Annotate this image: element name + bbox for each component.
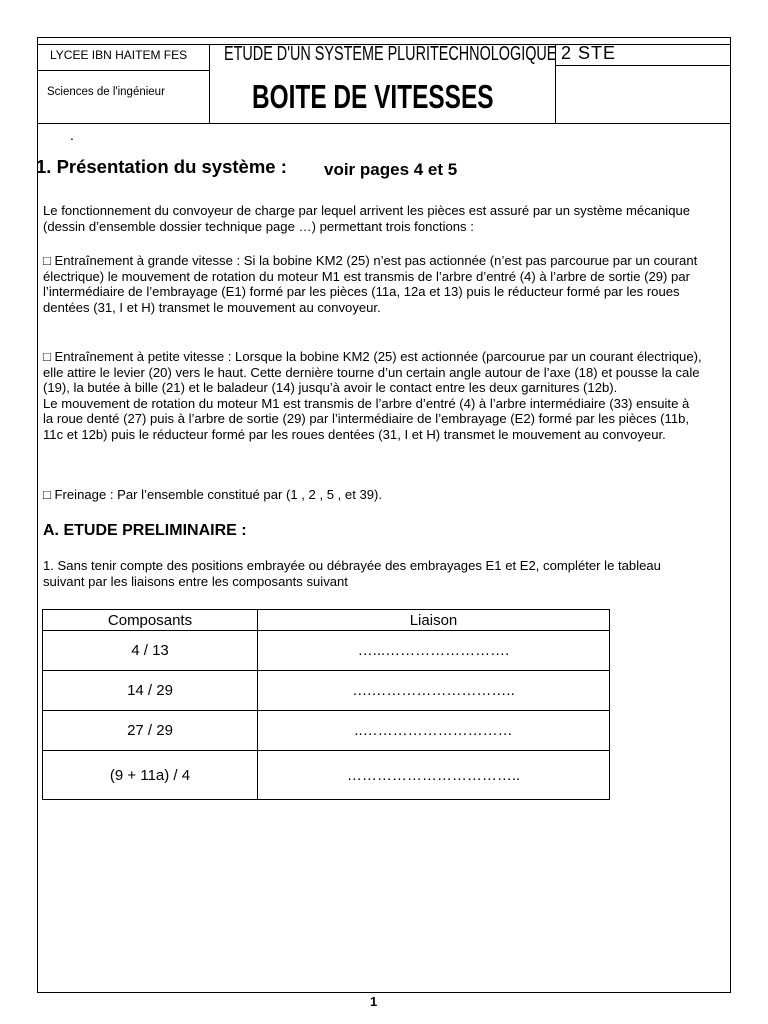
section-1-ref: voir pages 4 et 5 bbox=[324, 160, 458, 179]
header-divider-1 bbox=[209, 44, 210, 124]
table-row bbox=[43, 711, 610, 751]
table-header-row bbox=[43, 610, 610, 631]
composant-cell: (9 + 11a) / 4 bbox=[43, 751, 258, 800]
composant-cell: 4 / 13 bbox=[43, 631, 258, 671]
grande-vitesse-paragraph bbox=[43, 253, 703, 315]
intro-paragraph bbox=[43, 203, 703, 234]
header-liaison: Liaison bbox=[258, 610, 610, 631]
class-label: 2 STE bbox=[561, 43, 617, 63]
freinage-text: □ Freinage : Par l’ensemble constitué par (1 , 2 , 5 , et 39). bbox=[43, 487, 383, 502]
study-title: ETUDE D'UN SYSTEME PLURITECHNOLOGIQUE bbox=[224, 43, 557, 65]
liaison-table bbox=[42, 609, 610, 800]
petite-vitesse-text: □ Entraînement à petite vitesse : Lorsque la bobine KM2 (25) est actionnée (parcourue par un courant électrique), elle attire le levier (20) vers le haut. Cette dernière tourne d’un certain angle autour de l’axe (18) et pousse la cale (19), la butée à bille (21) et le baladeur (14) jusqu’à avoir le contact entre les deux garnitures (12b). bbox=[43, 349, 702, 396]
subject-label: Sciences de l'ingénieur bbox=[47, 86, 165, 98]
table-row bbox=[43, 631, 610, 671]
grande-vitesse-text: □ Entraînement à grande vitesse : Si la bobine KM2 (25) n’est pas actionnée (n’est pas parcourue par un courant électrique) le mouvement de rotation du moteur M1 est transmis de l’arbre d’entré (4) à l’arbre de sortie (29) par l’intermédiaire de l’embrayage (E1) formé par les pièces (11a, 12a et 13) puis le réducteur formé par les roues dentées (31, I et H) transmet le mouvement au convoyeur. bbox=[43, 253, 698, 315]
liaison-answer-field[interactable]: …………………………….. bbox=[258, 751, 610, 800]
question-paragraph bbox=[43, 558, 703, 589]
main-title: BOITE DE VITESSES bbox=[252, 78, 494, 115]
table-row bbox=[43, 671, 610, 711]
section-1-title: 1. Présentation du système : bbox=[36, 156, 287, 177]
question-text: 1. Sans tenir compte des positions embrayée ou débrayée des embrayages E1 et E2, compléter le tableau suivant par les liaisons entre les composants suivant bbox=[43, 558, 661, 589]
page-frame bbox=[37, 37, 731, 993]
page-number: 1 bbox=[370, 994, 378, 1009]
header-composants: Composants bbox=[43, 610, 258, 631]
liaison-answer-field[interactable]: ….……………………….. bbox=[258, 671, 610, 711]
section-a-title: A. ETUDE PRELIMINAIRE : bbox=[43, 522, 247, 539]
freinage-paragraph bbox=[43, 487, 703, 503]
school-name: LYCEE IBN HAITEM FES bbox=[50, 48, 188, 62]
table-row bbox=[43, 751, 610, 800]
petite-vitesse-suite-text: Le mouvement de rotation du moteur M1 est transmis de l’arbre d’entré (4) à l’arbre intermédiaire (33) ensuite à la roue denté (27) puis à l’arbre de sortie (29) par l’intermédiaire de l’embrayage (E2) formé par les pièces (11b, 11c et 12b) puis le réducteur formé par les roues dentées (31, I et H) transmet le mouvement au convoyeur. bbox=[43, 395, 690, 442]
petite-vitesse-paragraph bbox=[43, 349, 703, 443]
stray-dot: . bbox=[70, 127, 74, 143]
composant-cell: 14 / 29 bbox=[43, 671, 258, 711]
liaison-answer-field[interactable]: ..………………………… bbox=[258, 711, 610, 751]
liaison-answer-field[interactable]: …...……………………. bbox=[258, 631, 610, 671]
intro-text: Le fonctionnement du convoyeur de charge par lequel arrivent les pièces est assuré par un système mécanique (dessin d’ensemble dossier technique page …) permettant trois fonctions : bbox=[43, 203, 691, 234]
header-row-divider-left bbox=[37, 70, 209, 71]
composant-cell: 27 / 29 bbox=[43, 711, 258, 751]
